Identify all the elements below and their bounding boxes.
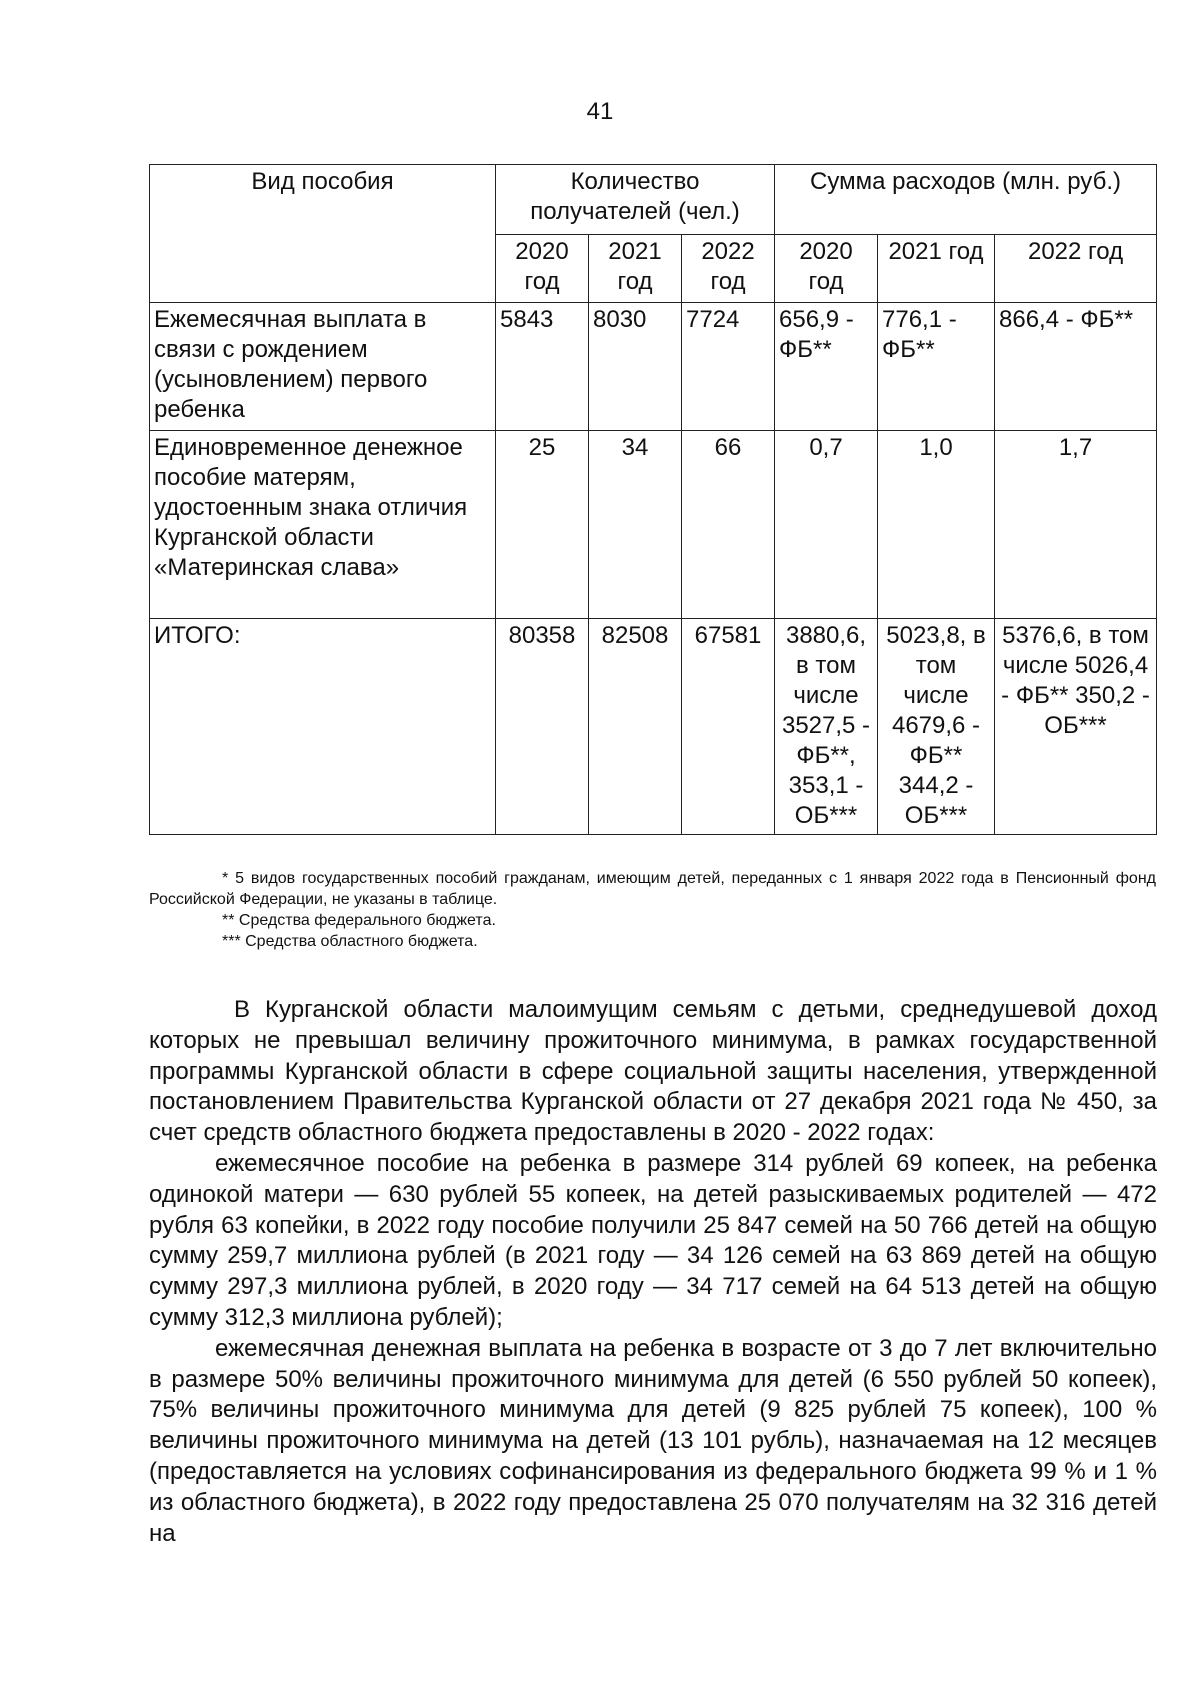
recipients-2021: 8030 bbox=[589, 303, 682, 431]
recipients-2020: 80358 bbox=[496, 619, 589, 835]
expenses-2021: 1,0 bbox=[878, 431, 995, 619]
table-row bbox=[150, 431, 1157, 619]
paragraph: ежемесячное пособие на ребенка в размере 314 рублей 69 копеек, на ребенка одинокой матери — 630 рублей 55 копеек, на детей разыскиваемых родителей — 472 рубля 63 копейки, в 2022 году пособие получили 25 847 семей на 50 766 детей на общую сумму 259,7 миллиона рублей (в 2021 году — 34 126 семей на 63 869 детей на общую сумму 297,3 миллиона рублей, в 2020 году — 34 717 семей на 64 513 детей на общую сумму 312,3 миллиона рублей); bbox=[149, 1149, 1157, 1331]
expenses-2022: 5376,6, в том числе 5026,4 - ФБ** 350,2 - ОБ*** bbox=[995, 619, 1157, 835]
row-benefit-name: ИТОГО: bbox=[150, 619, 496, 835]
header-recipients: Количество получателей (чел.) bbox=[496, 165, 775, 235]
page-number: 41 bbox=[586, 98, 614, 125]
footnotes bbox=[149, 868, 1156, 952]
paragraph: ежемесячная денежная выплата на ребенка в возрасте от 3 до 7 лет включительно в размере 50% величины прожиточного минимума для детей (6 550 рублей 50 копеек), 75% величины прожиточного минимума для детей (9 825 рублей 75 копеек), 100 % величины прожиточного минимума на детей (13 101 рубль), назначаемая на 12 месяцев (предоставляется на условиях софинансирования из федерального бюджета 99 % и 1 % из областного бюджета), в 2022 году предоставлена 25 070 получателям на 32 316 детей на bbox=[149, 1334, 1157, 1547]
body-text bbox=[149, 995, 1157, 1549]
benefits-table bbox=[149, 164, 1157, 835]
recipients-2020: 5843 bbox=[496, 303, 589, 431]
row-benefit-name: Единовременное денежное пособие матерям, удостоенным знака отличия Курганской области «Материнская слава» bbox=[150, 431, 496, 619]
footnote: *** Средства областного бюджета. bbox=[222, 933, 478, 950]
expenses-2021: 5023,8, в том числе 4679,6 - ФБ** 344,2 - ОБ*** bbox=[878, 619, 995, 835]
row-benefit-name: Ежемесячная выплата в связи с рождением (усыновлением) первого ребенка bbox=[150, 303, 496, 431]
table-header-row bbox=[150, 165, 1157, 235]
header-year: 2020 год bbox=[496, 235, 589, 303]
expenses-2022: 866,4 - ФБ** bbox=[995, 303, 1157, 431]
footnote: ** Средства федерального бюджета. bbox=[222, 912, 496, 929]
expenses-2020: 656,9 - ФБ** bbox=[775, 303, 878, 431]
expenses-2021: 776,1 - ФБ** bbox=[878, 303, 995, 431]
header-year: 2020 год bbox=[775, 235, 878, 303]
table-row bbox=[150, 303, 1157, 431]
expenses-2022: 1,7 bbox=[995, 431, 1157, 619]
paragraph: В Курганской области малоимущим семьям с детьми, среднедушевой доход которых не превышал величину прожиточного минимума, в рамках государственной программы Курганской области в сфере социальной защиты населения, утвержденной постановлением Правительства Курганской области от 27 декабря 2021 года № 450, за счет средств областного бюджета предоставлены в 2020 - 2022 годах: bbox=[149, 996, 1157, 1147]
header-year: 2021 год bbox=[589, 235, 682, 303]
header-year: 2022 год bbox=[682, 235, 775, 303]
header-expenses: Сумма расходов (млн. руб.) bbox=[775, 165, 1157, 235]
recipients-2021: 34 bbox=[589, 431, 682, 619]
recipients-2022: 67581 bbox=[682, 619, 775, 835]
expenses-2020: 3880,6, в том числе 3527,5 - ФБ**, 353,1 - ОБ*** bbox=[775, 619, 878, 835]
recipients-2020: 25 bbox=[496, 431, 589, 619]
expenses-2020: 0,7 bbox=[775, 431, 878, 619]
recipients-2022: 66 bbox=[682, 431, 775, 619]
recipients-2022: 7724 bbox=[682, 303, 775, 431]
header-year: 2022 год bbox=[995, 235, 1157, 303]
recipients-2021: 82508 bbox=[589, 619, 682, 835]
table-total-row bbox=[150, 619, 1157, 835]
header-benefit-type: Вид пособия bbox=[150, 165, 496, 303]
header-year: 2021 год bbox=[878, 235, 995, 303]
footnote: * 5 видов государственных пособий гражданам, имеющим детей, переданных с 1 января 2022 года в Пенсионный фонд Российской Федерации, не указаны в таблице. bbox=[149, 870, 1156, 908]
